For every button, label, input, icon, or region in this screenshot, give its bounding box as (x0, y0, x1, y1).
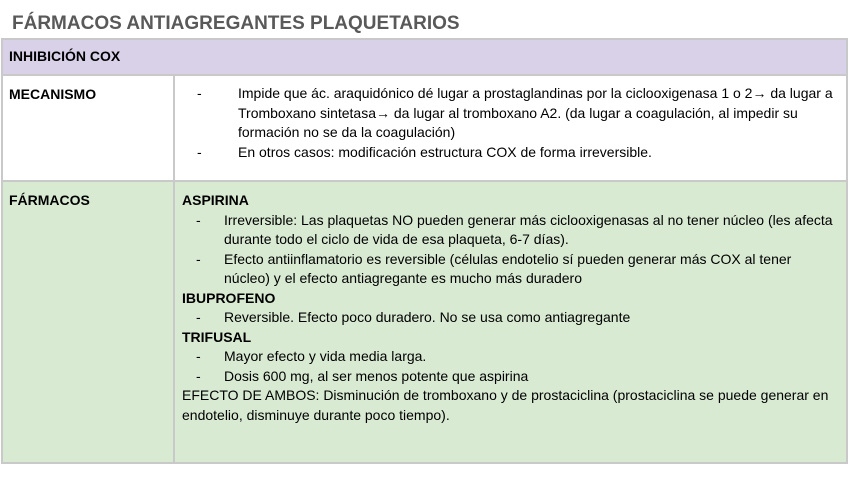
row-label-mecanismo: MECANISMO (9, 86, 97, 102)
list-item: - Efecto antiinflamatorio es reversible (células endotelio sí pueden generar más COX al tener núcleo) y el efecto antiagregante es mucho más duradero (182, 250, 834, 289)
mecanismo-list (195, 84, 834, 162)
ibuprofeno-list (182, 308, 834, 328)
farmacos-content-cell (174, 181, 847, 463)
mecanismo-label-cell (2, 75, 174, 181)
drug-heading-aspirina: ASPIRINA (182, 192, 249, 208)
farmacos-label-cell (2, 181, 174, 463)
section-header: INHIBICIÓN COX (9, 48, 121, 64)
content-table (1, 38, 848, 464)
table-row-mecanismo (2, 75, 847, 181)
row-label-farmacos: FÁRMACOS (9, 192, 90, 208)
list-item: - Impide que ác. araquidónico dé lugar a prostaglandinas por la ciclooxigenasa 1 o 2→ da lugar a Tromboxano sintetasa→ da lugar al tromboxano A2. (da lugar a coagulación, al impedir su formación no se da la coagulación) (195, 84, 834, 143)
list-item: - Mayor efecto y vida media larga. (182, 347, 834, 367)
list-item: - Irreversible: Las plaquetas NO pueden generar más ciclooxigenasas al no tener núcleo (les afecta durante todo el ciclo de vida de esa plaqueta, 6-7 días). (182, 211, 834, 250)
list-item: - Reversible. Efecto poco duradero. No se usa como antiagregante (182, 308, 834, 328)
drug-heading-ibuprofeno: IBUPROFENO (182, 289, 276, 306)
trifusal-list (182, 347, 834, 386)
table-row-farmacos (2, 181, 847, 463)
aspirina-list (182, 211, 834, 289)
page-title: FÁRMACOS ANTIAGREGANTES PLAQUETARIOS (12, 13, 460, 34)
effect-both-paragraph: EFECTO DE AMBOS: Disminución de tromboxano y de prostaciclina (prostaciclina se puede generar en endotelio, disminuye durante poco tiempo). (182, 387, 829, 423)
drug-heading-trifusal: TRIFUSAL (182, 328, 252, 345)
list-item: - En otros casos: modificación estructura COX de forma irreversible. (195, 143, 834, 163)
header-cell (2, 39, 847, 75)
mecanismo-content-cell (174, 75, 847, 181)
table-header-row (2, 39, 847, 75)
list-item: - Dosis 600 mg, al ser menos potente que aspirina (182, 367, 834, 387)
